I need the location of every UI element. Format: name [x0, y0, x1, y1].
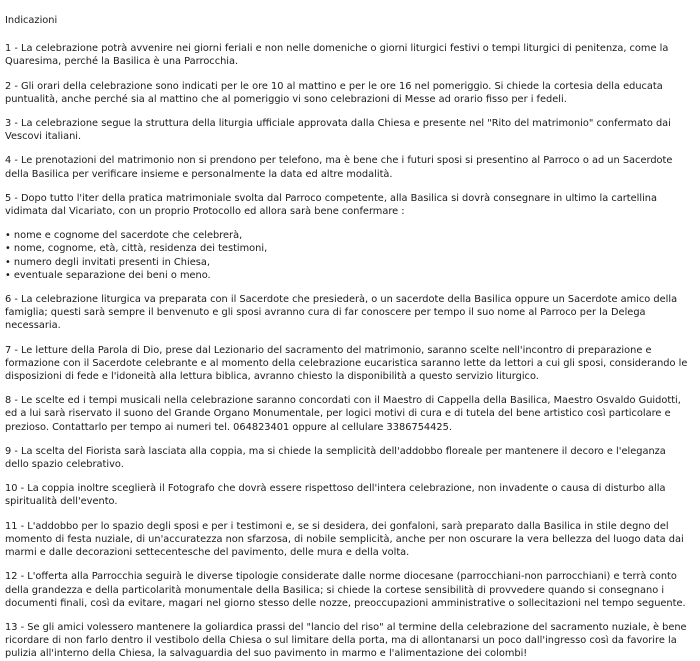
list-item: • numero degli invitati presenti in Chiesa,: [5, 256, 690, 269]
confirmation-list: [5, 229, 690, 282]
paragraph-7: 7 - Le letture della Parola di Dio, prese dal Lezionario del sacramento del matrimonio, saranno scelte nell'incontro di preparazione e formazione con il Sacerdote celebrante e al momento della celebrazione eucaristica saranno lette da lettori a cui gli sposi, considerando le disposizioni di fede e l'idoneità alla lettura biblica, avranno chiesto la disponibilità a questo servizio liturgico.: [5, 344, 688, 383]
list-item: • eventuale separazione dei beni o meno.: [5, 269, 690, 282]
paragraph-4: 4 - Le prenotazioni del matrimonio non si prendono per telefono, ma è bene che i futuri sposi si presentino al Parroco o ad un Sacerdote della Basilica per verificare insieme e personalmente la data ed altre modalità.: [5, 155, 673, 180]
list-item: • nome, cognome, età, città, residenza dei testimoni,: [5, 242, 690, 255]
paragraph-1: 1 - La celebrazione potrà avvenire nei giorni feriali e non nelle domeniche o giorni liturgici festivi o tempi liturgici di penitenza, come la Quaresima, perché la Basilica è una Parrocchia.: [5, 43, 669, 68]
list-item: • nome e cognome del sacerdote che celebrerà,: [5, 229, 690, 242]
paragraph-9: 9 - La scelta del Fiorista sarà lasciata alla coppia, ma si chiede la semplicità dell'addobbo floreale per mantenere il decoro e l'eleganza dello spazio celebrativo.: [5, 445, 666, 471]
paragraph-3: 3 - La celebrazione segue la struttura della liturgia ufficiale approvata dalla Chiesa e presente nel "Rito del matrimonio" confermato dai Vescovi italiani.: [5, 118, 671, 143]
paragraph-11: 11 - L'addobbo per lo spazio degli sposi e per i testimoni e, se si desidera, dei gonfaloni, sarà preparato dalla Basilica in stile degno del momento di festa nuziale, di un'accuratezza non sfarzosa, di nobile semplicità, anche per non oscurare la vera bellezza del luogo data dai marmi e dalle decorazioni settecentesche del pavimento, delle mura e della volta.: [5, 520, 684, 559]
paragraph-5: 5 - Dopo tutto l'iter della pratica matrimoniale svolta dal Parroco competente, alla Basilica si dovrà consegnare in ultimo la cartellina vidimata dal Vicariato, con un proprio Protocollo ed allora sarà bene confermare :: [5, 192, 658, 218]
paragraph-13: 13 - Se gli amici volessero mantenere la goliardica prassi del "lancio del riso" al termine della celebrazione del sacramento nuziale, è bene ricordare di non farlo dentro il vestibolo della Chiesa o sul limitare della porta, ma di allontanarsi un poco dall'ingresso così da favorire la pulizia all'interno della Chiesa, la salvaguardia del suo pavimento in marmo e l'alimentazione dei colombi!: [5, 621, 687, 660]
paragraph-2: 2 - Gli orari della celebrazione sono indicati per le ore 10 al mattino e per le ore 16 nel pomeriggio. Si chiede la cortesia della educata puntualità, anche perché sia al mattino che al pomeriggio vi sono celebrazioni di Messe ad orario fisso per i fedeli.: [5, 80, 663, 105]
page-title: Indicazioni: [5, 15, 58, 26]
paragraph-6: 6 - La celebrazione liturgica va preparata con il Sacerdote che presiederà, o un sacerdote della Basilica oppure un Sacerdote amico della famiglia; questi sarà sempre il benvenuto e gli sposi avranno cura di far conoscere per tempo il suo nome al Parroco per la Delega necessaria.: [5, 294, 678, 332]
paragraph-10: 10 - La coppia inoltre sceglierà il Fotografo che dovrà essere rispettoso dell'intera celebrazione, non invadente o causa di disturbo alla spiritualità dell'evento.: [5, 483, 666, 508]
paragraph-8: 8 - Le scelte ed i tempi musicali nella celebrazione saranno concordati con il Maestro di Cappella della Basilica, Maestro Osvaldo Guidotti, ed a lui sarà riservato il suono del Grande Organo Monumentale, per logici motivi di cura e di tutela del bene artistico così particolare e prezioso. Contattarlo per tempo ai numeri tel. 064823401 oppure al cellulare 3386754425.: [5, 395, 681, 433]
paragraph-12: 12 - L'offerta alla Parrocchia seguirà le diverse tipologie considerate dalle norme diocesane (parrocchiani-non parrocchiani) e terrà conto della grandezza e della particolarità monumentale della Basilica; si chiede la cortese sensibilità di provvedere quando si consegnano i documenti finali, così da evitare, magari nel giorno stesso delle nozze, preoccupazioni amministrative o sollecitazioni nel tempo seguente.: [5, 571, 686, 609]
